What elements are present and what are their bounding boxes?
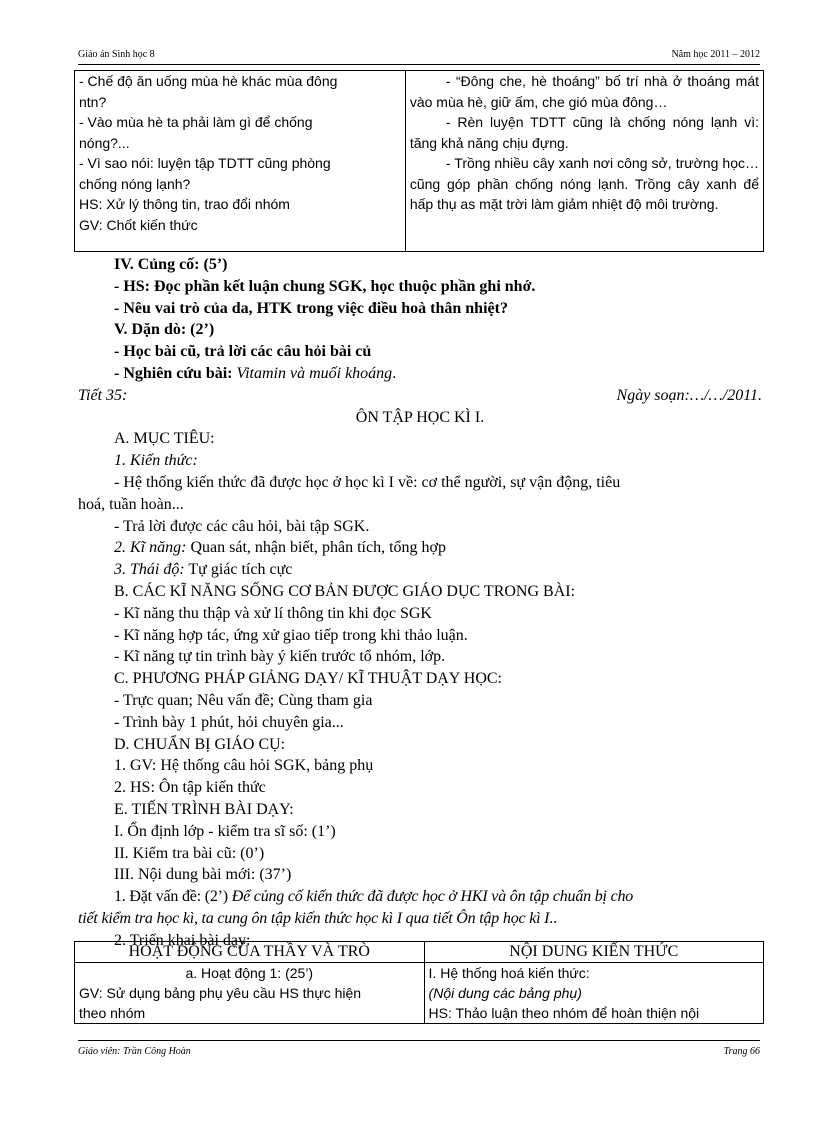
paragraph: - Trả lời được các câu hỏi, bài tập SGK. [114,517,370,535]
text-run: Vitamin và muối khoáng [236,364,393,382]
question-line: - Vào mùa hè ta phải làm gì để chống [79,114,313,130]
content-line: I. Hệ thống hoá kiến thức: [428,965,590,981]
paragraph: 2. HS: Ôn tập kiến thức [114,779,266,797]
subheading: 2. Kĩ năng: [114,539,187,557]
table-cell-activities [75,963,425,1024]
lesson-title: ÔN TẬP HỌC KÌ I. [355,408,485,426]
table-cell-answers [405,71,763,252]
paragraph [78,886,762,908]
header-school-year: Năm học 2011 – 2012 [671,49,760,60]
content-line: (Nội dung các bảng phụ) [428,985,582,1001]
footer-teacher-label: Giáo viên: [78,1046,123,1057]
activity-line: theo nhóm [79,1005,146,1021]
paragraph: - Học bài cũ, trả lời các câu hỏi bài củ [114,343,372,361]
activity-line: GV: Sử dụng bảng phụ yêu cầu HS thực hiện [79,985,362,1001]
paragraph [78,559,762,581]
answer-paragraph: - Trồng nhiều cây xanh nơi công sở, trường học… cũng góp phần chống nóng lạnh. Trồng cây xanh để hấp thụ as mặt trời làm giảm nhiệt độ môi trường. [409,155,759,212]
paragraph: hoá, tuần hoàn... [78,495,184,513]
question-line: GV: Chốt kiến thức [79,216,198,233]
paragraph: - HS: Đọc phần kết luận chung SGK, học thuộc phần ghi nhớ. [114,277,536,295]
question-line: - Chế độ ăn uống mùa hè khác mùa đông [79,73,338,89]
section-heading: C. PHƯƠNG PHÁP GIẢNG DẠY/ KĨ THUẬT DẠY HỌC: [114,670,502,688]
column-header-activities: HOẠT ĐỘNG CỦA THẦY VÀ TRÒ [75,942,425,963]
paragraph: - Hệ thống kiến thức đã được học ở học kì I về: cơ thể người, sự vận động, tiêu [114,473,621,491]
activity-heading: a. Hoạt động 1: (25’) [185,965,314,981]
answer-paragraph: - Rèn luyện TDTT cũng là chống nóng lạnh vì: tăng khả năng chịu đựng. [409,114,759,151]
question-line: nóng?... [79,134,130,151]
content-line: HS: Thảo luận theo nhóm để hoàn thiện nội [428,1005,700,1021]
text-run: Để củng cố kiến thức đã được học ở HKI và ôn tập chuẩn bị cho [231,888,634,906]
paragraph: - Kĩ năng hợp tác, ứng xử giao tiếp trong khi thảo luận. [114,626,468,644]
paragraph: - Trình bày 1 phút, hỏi chuyên gia... [114,713,344,731]
section-heading: A. MỤC TIÊU: [114,430,215,448]
paragraph [78,537,762,559]
section-heading: IV. Củng cố: (5’) [114,256,228,273]
section-heading: E. TIẾN TRÌNH BÀI DẠY: [114,800,294,818]
paragraph: I. Ổn định lớp - kiểm tra sĩ số: (1’) [114,822,336,840]
footer-rule [78,1040,760,1041]
section-heading: D. CHUẨN BỊ GIÁO CỤ: [114,735,286,753]
text-run: - Nghiên cứu bài: [114,364,237,382]
paragraph: III. Nội dung bài mới: (37’) [114,866,292,884]
section-heading: B. CÁC KĨ NĂNG SỐNG CƠ BẢN ĐƯỢC GIÁO DỤC TRONG BÀI: [114,582,576,600]
table-cell-content [424,963,763,1024]
lesson-meta-row [78,385,762,407]
paragraph: 2. Triển khai bài dạy: [114,931,251,949]
paragraph: - Kĩ năng tự tin trình bày ý kiến trước tổ nhóm, lớp. [114,648,446,666]
question-line: chống nóng lạnh? [79,175,191,192]
subheading: 3. Thái độ: [114,561,185,579]
question-line: ntn? [79,93,107,110]
question-line: - Vì sao nói: luyện tập TDTT cũng phòng [79,155,331,171]
section-heading: V. Dặn dò: (2’) [114,321,215,339]
activity-table-top [74,70,764,252]
paragraph: - Trực quan; Nêu vấn đề; Cùng tham gia [114,691,373,709]
text-run: .. [549,909,557,927]
question-line: HS: Xử lý thông tin, trao đổi nhóm [79,196,290,212]
footer-teacher [78,1046,191,1057]
footer-page-number: Trang 66 [723,1046,760,1057]
answer-paragraph: - “Đông che, hè thoáng” bố trí nhà ở thoáng mát vào mùa hè, giữ ấm, che gió mùa đông… [409,73,759,110]
paragraph: 1. GV: Hệ thống câu hỏi SGK, bảng phụ [114,757,374,775]
text-run: . [392,364,397,382]
header-subject: Giáo án Sinh học 8 [78,49,155,60]
column-header-content: NỘI DUNG KIẾN THỨC [424,942,763,963]
lesson-body [78,254,762,952]
lesson-number: Tiết 35: [78,386,128,404]
table-cell-questions [75,71,406,252]
paragraph: - Nêu vai trò của da, HTK trong việc điều hoà thân nhiệt? [114,299,508,317]
activity-table-bottom [74,941,764,1024]
subheading: 1. Kiến thức: [114,452,198,470]
paragraph [78,908,762,930]
text-run: Tự giác tích cực [184,561,293,579]
paragraph: - Kĩ năng thu thập và xử lí thông tin khi đọc SGK [114,604,432,622]
text-run: 1. Đặt vấn đề: (2’) [114,888,232,906]
paragraph: II. Kiểm tra bài cũ: (0’) [114,844,265,862]
text-run: tiết kiểm tra học kì, ta cung ôn tập kiến thức học kì I qua tiết Ôn tập học kì I [78,909,550,927]
header-rule [78,64,760,65]
preparation-date: Ngày soạn:…/…/2011. [616,386,762,404]
text-run: Quan sát, nhận biết, phân tích, tổng hợp [186,539,446,557]
footer-teacher-name: Trần Công Hoàn [123,1046,191,1057]
paragraph [78,363,762,385]
